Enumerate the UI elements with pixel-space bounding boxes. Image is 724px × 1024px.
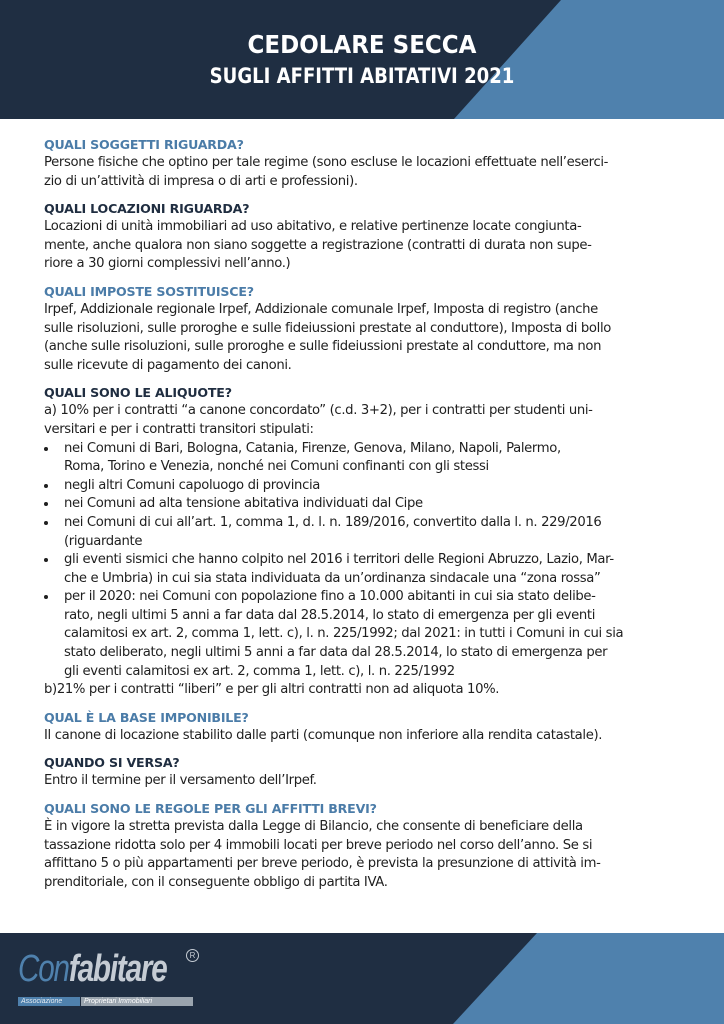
bullet-icon — [44, 558, 48, 562]
bullet-icon — [44, 484, 48, 488]
section-heading: QUALI IMPOSTE SOSTITUISCE? — [44, 283, 254, 299]
text-line: gli eventi calamitosi ex art. 2, comma 1, lett. c), l. n. 225/1992 — [64, 663, 455, 679]
text-line: zio di un’attività di impresa o di arti e professioni). — [44, 173, 358, 189]
section-text — [44, 772, 684, 791]
text-line: Irpef, Addizionale regionale Irpef, Addizionale comunale Irpef, Imposta di registro (anche — [44, 301, 598, 317]
text-line: Roma, Torino e Venezia, nonché nei Comuni confinanti con gli stessi — [64, 459, 489, 475]
bullet-icon — [44, 502, 48, 506]
list-item — [44, 495, 684, 514]
section-heading: QUANDO SI VERSA? — [44, 755, 180, 771]
text-line: sulle risoluzioni, sulle proroghe e sulle fideiussioni prestate al conduttore), Imposta di bollo — [44, 320, 611, 336]
text-line: mente, anche qualora non siano soggette a registrazione (contratti di durata non supe- — [44, 237, 592, 253]
text-line: prenditoriale, con il conseguente obbligo di partita IVA. — [44, 874, 388, 890]
text-line: nei Comuni di Bari, Bologna, Catania, Firenze, Genova, Milano, Napoli, Palermo, — [64, 440, 561, 456]
confabitare-logo — [18, 947, 203, 1009]
section-heading: QUALI SONO LE ALIQUOTE? — [44, 385, 232, 401]
bullet-icon — [44, 521, 48, 525]
text-line: È in vigore la stretta prevista dalla Legge di Bilancio, che consente di beneficiare della — [44, 819, 583, 835]
list-item — [44, 551, 684, 588]
text-line: a) 10% per i contratti “a canone concordato” (c.d. 3+2), per i contratti per studenti uni- — [44, 403, 593, 419]
section-text — [44, 402, 684, 700]
section-heading: QUALI SONO LE REGOLE PER GLI AFFITTI BREVI? — [44, 801, 377, 817]
section-heading: QUALI LOCAZIONI RIGUARDA? — [44, 201, 250, 217]
list-item — [44, 514, 684, 551]
text-line: b)21% per i contratti “liberi” e per gli altri contratti non ad aliquota 10%. — [44, 682, 500, 698]
section-text — [44, 818, 684, 892]
text-line: affittano 5 o più appartamenti per breve periodo, è prevista la presunzione di attività im- — [44, 856, 601, 872]
section-base-imponibile — [44, 709, 684, 746]
bullet-icon — [44, 447, 48, 451]
footer-banner — [0, 933, 724, 1024]
text-line: stato deliberato, negli ultimi 5 anni a far data dal 28.5.2014, lo stato di emergenza per — [64, 645, 608, 661]
section-heading: QUAL È LA BASE IMPONIBILE? — [44, 709, 249, 725]
text-line: gli eventi sismici che hanno colpito nel 2016 i territori delle Regioni Abruzzo, Lazio, Mar- — [64, 552, 614, 568]
section-quando-si-versa — [44, 754, 684, 791]
text-line: rato, negli ultimi 5 anni a far data dal 28.5.2014, lo stato di emergenza per gli eventi — [64, 607, 596, 623]
document-body — [44, 136, 684, 901]
logo-word-fabitare: fabitare — [68, 948, 167, 990]
list-item — [44, 477, 684, 496]
text-line: nei Comuni di cui all’art. 1, comma 1, d. l. n. 189/2016, convertito dalla l. n. 229/2016 — [64, 514, 602, 530]
section-heading: QUALI SOGGETTI RIGUARDA? — [44, 137, 244, 152]
text-line: che e Umbria) in cui sia stata individuata da un’ordinanza sindacale una “zona rossa” — [64, 570, 601, 586]
section-text — [44, 301, 684, 375]
section-text — [44, 727, 684, 746]
section-aliquote — [44, 384, 684, 700]
logo-tag-associazione: Associazione — [18, 997, 80, 1006]
text-line: Persone fisiche che optino per tale regime (sono escluse le locazioni effettuate nell’eserci- — [44, 155, 609, 170]
logo-tagline-bar — [18, 997, 193, 1006]
title-block — [0, 30, 724, 90]
logo-word-con: Con — [18, 948, 69, 990]
text-line: tassazione ridotta solo per 4 immobili locati per breve periodo nel corso dell’anno. Se si — [44, 837, 593, 853]
text-line: calamitosi ex art. 2, comma 1, lett. c), l. n. 225/1992; dal 2021: in tutti i Comuni in cui sia — [64, 626, 624, 642]
text-line: negli altri Comuni capoluogo di provincia — [64, 477, 321, 493]
section-soggetti — [44, 136, 684, 191]
logo-tag-proprietari: Proprietari Immobiliari — [81, 997, 193, 1006]
text-line: per il 2020: nei Comuni con popolazione fino a 10.000 abitanti in cui sia stato delibe- — [64, 589, 596, 605]
section-text — [44, 154, 684, 191]
text-line: Il canone di locazione stabilito dalle parti (comunque non inferiore alla rendita catastale). — [44, 727, 603, 743]
section-text — [44, 218, 684, 274]
section-imposte — [44, 283, 684, 375]
header-banner — [0, 0, 724, 119]
text-line: Locazioni di unità immobiliari ad uso abitativo, e relative pertinenze locate congiunta- — [44, 219, 582, 235]
page-subtitle: SUGLI AFFITTI ABITATIVI 2021 — [209, 64, 515, 88]
text-line: (riguardante — [64, 533, 143, 549]
text-line: riore a 30 giorni complessivi nell’anno.) — [44, 256, 291, 272]
text-line: Entro il termine per il versamento dell’Irpef. — [44, 773, 317, 789]
bullet-icon — [44, 595, 48, 599]
aliquote-bullet-list — [44, 440, 684, 682]
text-line: sulle ricevute di pagamento dei canoni. — [44, 357, 292, 373]
section-locazioni — [44, 200, 684, 274]
section-affitti-brevi — [44, 800, 684, 892]
logo-wordmark — [18, 947, 167, 991]
list-item — [44, 588, 684, 681]
list-item — [44, 440, 684, 477]
text-line: nei Comuni ad alta tensione abitativa individuati dal Cipe — [64, 496, 423, 512]
page-title: CEDOLARE SECCA — [247, 30, 477, 59]
text-line: versitari e per i contratti transitori stipulati: — [44, 421, 314, 437]
text-line: (anche sulle risoluzioni, sulle proroghe e sulle fideiussioni prestate al conduttore, ma non — [44, 339, 602, 355]
registered-trademark-icon: R — [186, 949, 199, 962]
